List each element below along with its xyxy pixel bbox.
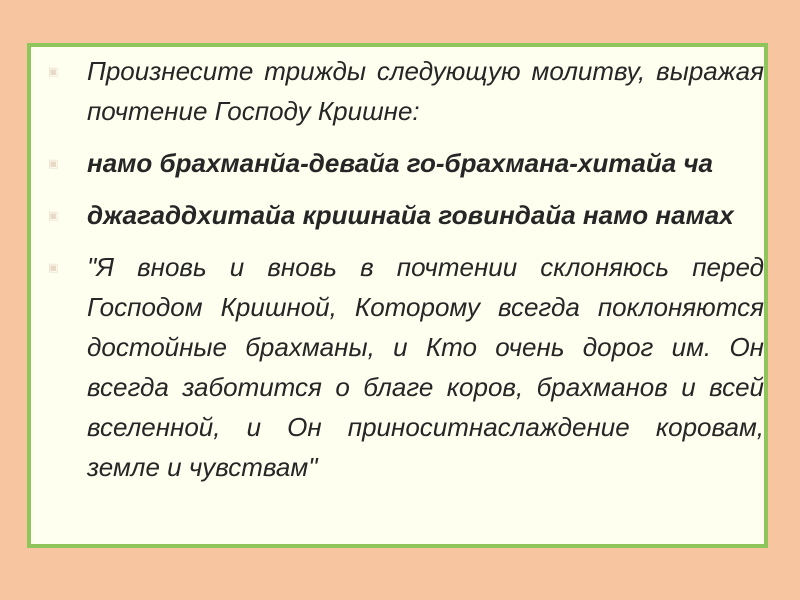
square-bullet-icon: ▣ [48, 210, 59, 222]
paragraph-instruction [31, 51, 764, 131]
paragraph-mantra-line-1 [31, 143, 764, 183]
paragraph-text: Произнесите трижды следующую молитву, выражая почтение Господу Кришне: [87, 56, 764, 126]
square-bullet-icon: ▣ [48, 262, 59, 274]
paragraph-mantra-line-2 [31, 195, 764, 235]
slide-content [31, 47, 764, 487]
square-bullet-icon: ▣ [48, 158, 59, 170]
paragraph-text: намо брахманйа-девайа го-брахмана-хитайа ча [87, 148, 714, 178]
paragraph-text: "Я вновь и вновь в почтении склоняюсь перед Господом Кришной, Которому всегда поклоняются достойные брахманы, и Кто очень дорог им. Он всегда заботится о благе коров, брахманов и всей вселенной, и Он приноситнаслаждение коровам, земле и чувствам" [87, 252, 764, 482]
slide-panel [27, 43, 768, 548]
square-bullet-icon: ▣ [48, 66, 59, 78]
paragraph-text: джагаддхитайа кришнайа говиндайа намо намах [87, 200, 734, 230]
paragraph-translation [31, 247, 764, 487]
